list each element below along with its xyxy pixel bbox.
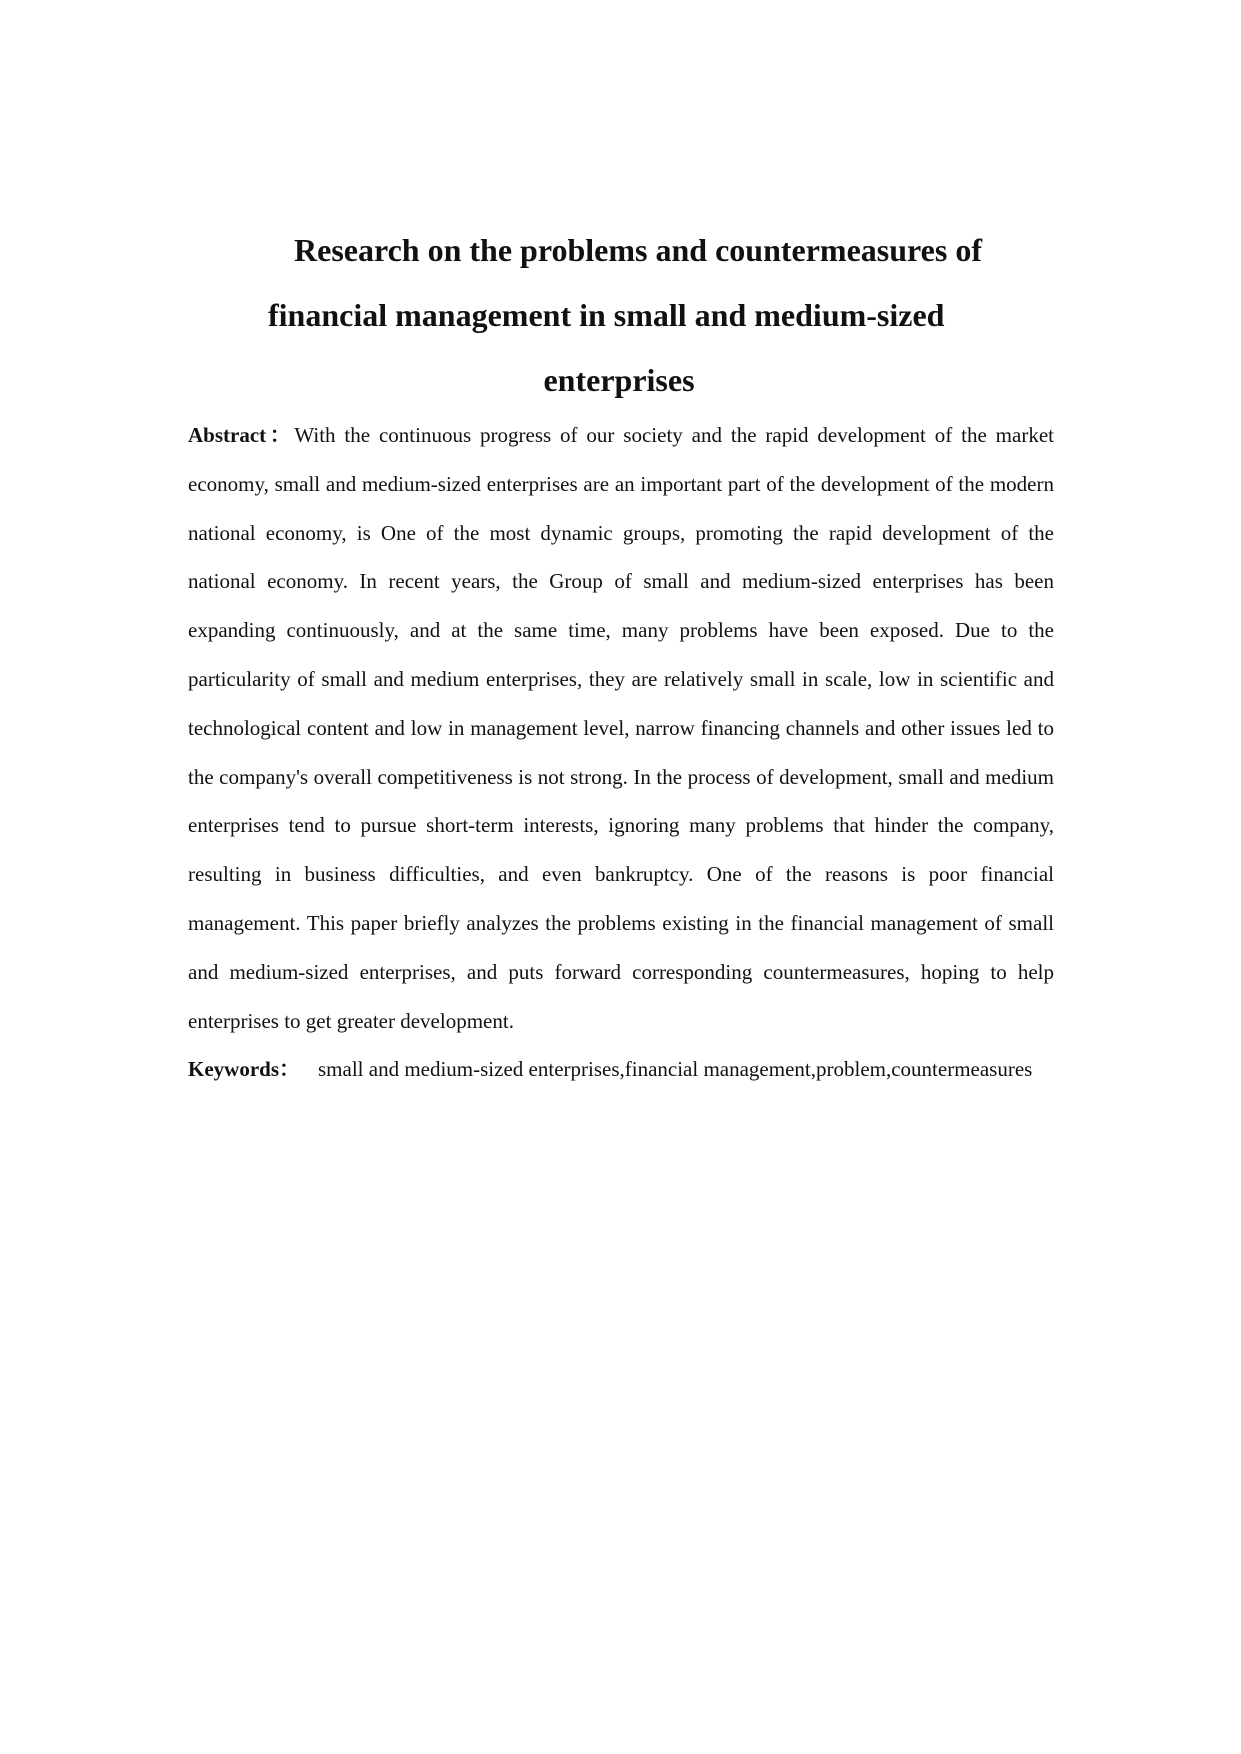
abstract-text: With the continuous progress of our society and the rapid development of the market economy, small and medium-sized enterprises are an important part of the development of the modern national economy, is One of the most dynamic groups, promoting the rapid development of the national economy. In recent years, the Group of small and medium-sized enterprises has been expanding continuously, and at the same time, many problems have been exposed. Due to the particularity of small and medium enterprises, they are relatively small in scale, low in scientific and technological content and low in management level, narrow financing channels and other issues led to the company's overall competitiveness is not strong. In the process of development, small and medium enterprises tend to pursue short-term interests, ignoring many problems that hinder the company, resulting in business difficulties, and even bankruptcy. One of the reasons is poor financial management. This paper briefly analyzes the problems existing in the financial management of small and medium-sized enterprises, and puts forward corresponding countermeasures, hoping to help enterprises to get greater development. xyxy=(188,423,1054,1033)
abstract-paragraph xyxy=(188,411,1054,1045)
keywords-label: Keywords： xyxy=(188,1057,300,1081)
abstract-label: Abstract： xyxy=(188,423,295,447)
title-line-3: enterprises xyxy=(543,362,695,398)
keywords-line xyxy=(188,1045,1068,1093)
keywords-text: small and medium-sized enterprises,financial management,problem,countermeasures xyxy=(318,1057,1033,1081)
paper-title xyxy=(186,218,1052,413)
title-line-2: financial management in small and medium-sized xyxy=(268,297,945,333)
title-line-1: Research on the problems and countermeasures of xyxy=(294,232,982,268)
